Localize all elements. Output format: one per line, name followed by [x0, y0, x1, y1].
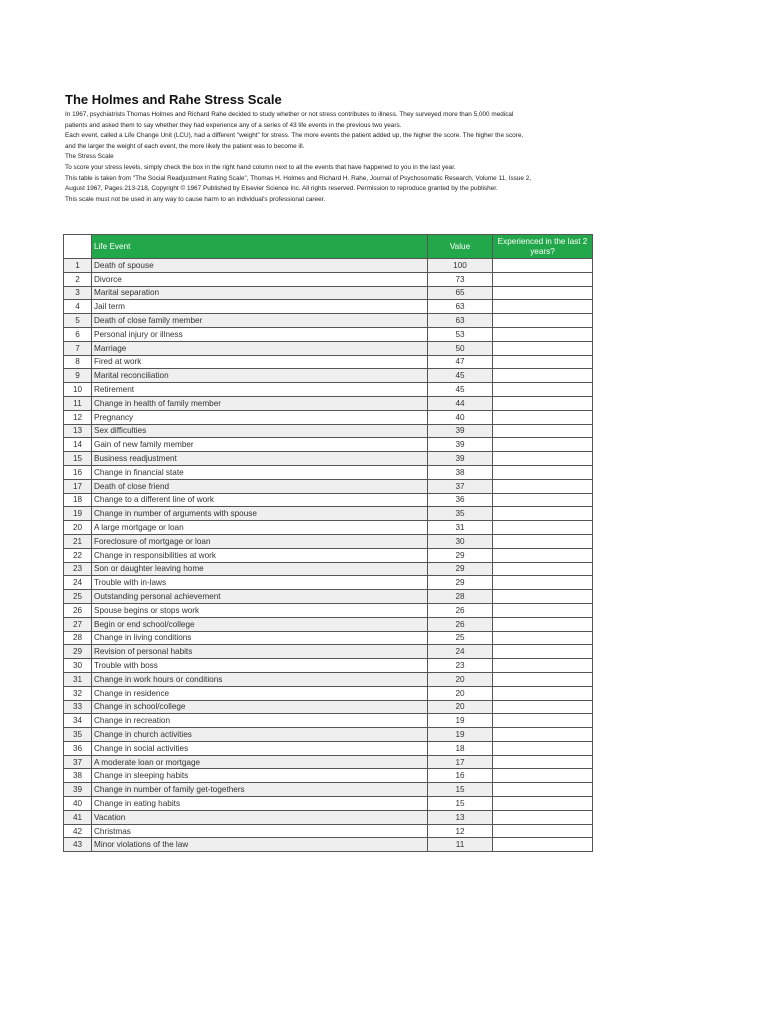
intro-line: This scale must not be used in any way to cause harm to an individual's professional career.	[65, 195, 326, 203]
life-event-cell: Personal injury or illness	[92, 327, 428, 341]
row-number: 29	[64, 645, 92, 659]
table-row	[64, 452, 593, 466]
table-row	[64, 659, 593, 673]
experienced-checkbox-cell[interactable]	[493, 410, 593, 424]
table-header-row	[64, 235, 593, 259]
intro-line: August 1967, Pages 213-218, Copyright © 1967 Published by Elsevier Science Inc. All rights reserved. Permission to reproduce granted by the publisher.	[65, 185, 498, 193]
header-value: Value	[428, 235, 493, 259]
experienced-checkbox-cell[interactable]	[493, 755, 593, 769]
experienced-checkbox-cell[interactable]	[493, 300, 593, 314]
value-cell: 18	[428, 741, 493, 755]
row-number: 27	[64, 617, 92, 631]
experienced-checkbox-cell[interactable]	[493, 272, 593, 286]
row-number: 31	[64, 672, 92, 686]
value-cell: 37	[428, 479, 493, 493]
experienced-checkbox-cell[interactable]	[493, 355, 593, 369]
experienced-checkbox-cell[interactable]	[493, 383, 593, 397]
value-cell: 39	[428, 452, 493, 466]
row-number: 13	[64, 424, 92, 438]
row-number: 11	[64, 396, 92, 410]
experienced-checkbox-cell[interactable]	[493, 603, 593, 617]
table-row	[64, 259, 593, 273]
experienced-checkbox-cell[interactable]	[493, 327, 593, 341]
value-cell: 29	[428, 562, 493, 576]
experienced-checkbox-cell[interactable]	[493, 341, 593, 355]
value-cell: 15	[428, 783, 493, 797]
value-cell: 35	[428, 507, 493, 521]
table-row	[64, 590, 593, 604]
table-row	[64, 286, 593, 300]
life-event-cell: Christmas	[92, 824, 428, 838]
row-number: 1	[64, 259, 92, 273]
value-cell: 19	[428, 714, 493, 728]
row-number: 20	[64, 521, 92, 535]
life-event-cell: Fired at work	[92, 355, 428, 369]
table-row	[64, 383, 593, 397]
row-number: 24	[64, 576, 92, 590]
row-number: 23	[64, 562, 92, 576]
experienced-checkbox-cell[interactable]	[493, 741, 593, 755]
life-event-cell: Marriage	[92, 341, 428, 355]
experienced-checkbox-cell[interactable]	[493, 438, 593, 452]
value-cell: 23	[428, 659, 493, 673]
experienced-checkbox-cell[interactable]	[493, 452, 593, 466]
row-number: 38	[64, 769, 92, 783]
row-number: 42	[64, 824, 92, 838]
life-event-cell: Jail term	[92, 300, 428, 314]
table-row	[64, 769, 593, 783]
table-row	[64, 783, 593, 797]
experienced-checkbox-cell[interactable]	[493, 769, 593, 783]
table-row	[64, 797, 593, 811]
experienced-checkbox-cell[interactable]	[493, 645, 593, 659]
table-row	[64, 617, 593, 631]
intro-text	[65, 110, 625, 205]
experienced-checkbox-cell[interactable]	[493, 700, 593, 714]
table-row	[64, 410, 593, 424]
table-row	[64, 327, 593, 341]
experienced-checkbox-cell[interactable]	[493, 259, 593, 273]
life-event-cell: Death of close friend	[92, 479, 428, 493]
value-cell: 29	[428, 548, 493, 562]
life-event-cell: Son or daughter leaving home	[92, 562, 428, 576]
value-cell: 65	[428, 286, 493, 300]
experienced-checkbox-cell[interactable]	[493, 286, 593, 300]
row-number: 18	[64, 493, 92, 507]
table-row	[64, 838, 593, 852]
row-number: 8	[64, 355, 92, 369]
value-cell: 11	[428, 838, 493, 852]
experienced-checkbox-cell[interactable]	[493, 797, 593, 811]
table-row	[64, 548, 593, 562]
life-event-cell: Change in church activities	[92, 728, 428, 742]
life-event-cell: Outstanding personal achievement	[92, 590, 428, 604]
table-row	[64, 396, 593, 410]
experienced-checkbox-cell[interactable]	[493, 576, 593, 590]
experienced-checkbox-cell[interactable]	[493, 686, 593, 700]
value-cell: 44	[428, 396, 493, 410]
row-number: 12	[64, 410, 92, 424]
experienced-checkbox-cell[interactable]	[493, 521, 593, 535]
row-number: 19	[64, 507, 92, 521]
life-event-cell: Trouble with boss	[92, 659, 428, 673]
value-cell: 16	[428, 769, 493, 783]
value-cell: 25	[428, 631, 493, 645]
table-row	[64, 369, 593, 383]
value-cell: 20	[428, 686, 493, 700]
life-event-cell: A moderate loan or mortgage	[92, 755, 428, 769]
header-number	[64, 235, 92, 259]
table-row	[64, 824, 593, 838]
life-event-cell: Begin or end school/college	[92, 617, 428, 631]
intro-line: This table is taken from "The Social Readjustment Rating Scale", Thomas H. Holmes and Richard H. Rahe, Journal of Psychosomatic Research, Volume 11, Issue 2,	[65, 174, 532, 182]
value-cell: 38	[428, 465, 493, 479]
life-event-cell: Vacation	[92, 810, 428, 824]
table-row	[64, 314, 593, 328]
value-cell: 63	[428, 300, 493, 314]
row-number: 40	[64, 797, 92, 811]
row-number: 7	[64, 341, 92, 355]
experienced-checkbox-cell[interactable]	[493, 493, 593, 507]
table-row	[64, 341, 593, 355]
table-row	[64, 714, 593, 728]
life-event-cell: Change in social activities	[92, 741, 428, 755]
experienced-checkbox-cell[interactable]	[493, 824, 593, 838]
value-cell: 13	[428, 810, 493, 824]
table-row	[64, 534, 593, 548]
value-cell: 20	[428, 672, 493, 686]
life-event-cell: Change in health of family member	[92, 396, 428, 410]
table-row	[64, 424, 593, 438]
row-number: 9	[64, 369, 92, 383]
life-event-cell: Change in sleeping habits	[92, 769, 428, 783]
page-title: The Holmes and Rahe Stress Scale	[65, 92, 282, 107]
life-event-cell: Minor violations of the law	[92, 838, 428, 852]
row-number: 41	[64, 810, 92, 824]
table-row	[64, 465, 593, 479]
value-cell: 29	[428, 576, 493, 590]
experienced-checkbox-cell[interactable]	[493, 728, 593, 742]
header-experienced: Experienced in the last 2 years?	[493, 235, 593, 259]
intro-line: The Stress Scale	[65, 153, 114, 161]
table-row	[64, 355, 593, 369]
experienced-checkbox-cell[interactable]	[493, 548, 593, 562]
row-number: 43	[64, 838, 92, 852]
life-event-cell: Spouse begins or stops work	[92, 603, 428, 617]
table-row	[64, 272, 593, 286]
row-number: 4	[64, 300, 92, 314]
value-cell: 19	[428, 728, 493, 742]
row-number: 21	[64, 534, 92, 548]
life-event-cell: Sex difficulties	[92, 424, 428, 438]
value-cell: 26	[428, 617, 493, 631]
table-row	[64, 631, 593, 645]
table-row	[64, 686, 593, 700]
life-event-cell: Divorce	[92, 272, 428, 286]
value-cell: 45	[428, 383, 493, 397]
table-row	[64, 479, 593, 493]
experienced-checkbox-cell[interactable]	[493, 369, 593, 383]
life-event-cell: A large mortgage or loan	[92, 521, 428, 535]
table-row	[64, 645, 593, 659]
table-row	[64, 810, 593, 824]
row-number: 6	[64, 327, 92, 341]
row-number: 30	[64, 659, 92, 673]
experienced-checkbox-cell[interactable]	[493, 562, 593, 576]
experienced-checkbox-cell[interactable]	[493, 783, 593, 797]
experienced-checkbox-cell[interactable]	[493, 672, 593, 686]
row-number: 25	[64, 590, 92, 604]
experienced-checkbox-cell[interactable]	[493, 714, 593, 728]
row-number: 36	[64, 741, 92, 755]
experienced-checkbox-cell[interactable]	[493, 617, 593, 631]
table-row	[64, 562, 593, 576]
value-cell: 20	[428, 700, 493, 714]
experienced-checkbox-cell[interactable]	[493, 507, 593, 521]
table-row	[64, 755, 593, 769]
life-event-cell: Death of spouse	[92, 259, 428, 273]
table-row	[64, 741, 593, 755]
life-event-cell: Change in responsibilities at work	[92, 548, 428, 562]
value-cell: 30	[428, 534, 493, 548]
value-cell: 45	[428, 369, 493, 383]
table-row	[64, 728, 593, 742]
experienced-checkbox-cell[interactable]	[493, 424, 593, 438]
value-cell: 26	[428, 603, 493, 617]
life-event-cell: Change in eating habits	[92, 797, 428, 811]
table-row	[64, 493, 593, 507]
table-row	[64, 576, 593, 590]
row-number: 26	[64, 603, 92, 617]
value-cell: 17	[428, 755, 493, 769]
row-number: 37	[64, 755, 92, 769]
life-event-cell: Change in number of family get-togethers	[92, 783, 428, 797]
row-number: 34	[64, 714, 92, 728]
value-cell: 36	[428, 493, 493, 507]
value-cell: 12	[428, 824, 493, 838]
value-cell: 28	[428, 590, 493, 604]
intro-line: Each event, called a Life Change Unit (LCU), had a different "weight" for stress. The more events the patient added up, the higher the score. The higher the score,	[65, 132, 524, 140]
life-event-cell: Foreclosure of mortgage or loan	[92, 534, 428, 548]
table-row	[64, 507, 593, 521]
experienced-checkbox-cell[interactable]	[493, 590, 593, 604]
life-event-cell: Change in recreation	[92, 714, 428, 728]
intro-line: patients and asked them to say whether they had experience any of a series of 43 life events in the previous two years.	[65, 121, 402, 129]
value-cell: 100	[428, 259, 493, 273]
life-event-cell: Revision of personal habits	[92, 645, 428, 659]
experienced-checkbox-cell[interactable]	[493, 479, 593, 493]
life-event-cell: Business readjustment	[92, 452, 428, 466]
row-number: 33	[64, 700, 92, 714]
table-row	[64, 438, 593, 452]
life-event-cell: Change to a different line of work	[92, 493, 428, 507]
experienced-checkbox-cell[interactable]	[493, 838, 593, 852]
table-row	[64, 300, 593, 314]
value-cell: 15	[428, 797, 493, 811]
row-number: 17	[64, 479, 92, 493]
row-number: 32	[64, 686, 92, 700]
experienced-checkbox-cell[interactable]	[493, 465, 593, 479]
row-number: 22	[64, 548, 92, 562]
life-event-cell: Marital reconciliation	[92, 369, 428, 383]
row-number: 28	[64, 631, 92, 645]
row-number: 14	[64, 438, 92, 452]
value-cell: 31	[428, 521, 493, 535]
row-number: 2	[64, 272, 92, 286]
value-cell: 50	[428, 341, 493, 355]
experienced-checkbox-cell[interactable]	[493, 534, 593, 548]
life-event-cell: Change in living conditions	[92, 631, 428, 645]
life-event-cell: Marital separation	[92, 286, 428, 300]
life-event-cell: Change in financial state	[92, 465, 428, 479]
experienced-checkbox-cell[interactable]	[493, 314, 593, 328]
value-cell: 73	[428, 272, 493, 286]
table-row	[64, 700, 593, 714]
row-number: 16	[64, 465, 92, 479]
life-event-cell: Change in number of arguments with spouse	[92, 507, 428, 521]
life-event-cell: Gain of new family member	[92, 438, 428, 452]
value-cell: 47	[428, 355, 493, 369]
value-cell: 53	[428, 327, 493, 341]
table-row	[64, 521, 593, 535]
value-cell: 40	[428, 410, 493, 424]
value-cell: 39	[428, 438, 493, 452]
header-life-event: Life Event	[92, 235, 428, 259]
intro-line: To score your stress levels, simply check the box in the right hand column next to all the events that have happened to you in the last year.	[65, 163, 456, 171]
row-number: 5	[64, 314, 92, 328]
value-cell: 24	[428, 645, 493, 659]
experienced-checkbox-cell[interactable]	[493, 631, 593, 645]
life-event-cell: Change in work hours or conditions	[92, 672, 428, 686]
life-event-cell: Death of close family member	[92, 314, 428, 328]
row-number: 15	[64, 452, 92, 466]
experienced-checkbox-cell[interactable]	[493, 396, 593, 410]
table-row	[64, 603, 593, 617]
life-event-cell: Change in residence	[92, 686, 428, 700]
intro-line: and the larger the weight of each event, the more likely the patient was to become ill.	[65, 142, 305, 150]
row-number: 39	[64, 783, 92, 797]
life-event-cell: Retirement	[92, 383, 428, 397]
value-cell: 63	[428, 314, 493, 328]
row-number: 3	[64, 286, 92, 300]
row-number: 35	[64, 728, 92, 742]
table-row	[64, 672, 593, 686]
stress-scale-table	[63, 234, 593, 852]
life-event-cell: Pregnancy	[92, 410, 428, 424]
table-body	[64, 259, 593, 852]
life-event-cell: Trouble with in-laws	[92, 576, 428, 590]
intro-line: In 1967, psychiatrists Thomas Holmes and Richard Rahe decided to study whether or not stress contributes to illness. They surveyed more than 5,000 medical	[65, 111, 514, 118]
experienced-checkbox-cell[interactable]	[493, 659, 593, 673]
experienced-checkbox-cell[interactable]	[493, 810, 593, 824]
row-number: 10	[64, 383, 92, 397]
life-event-cell: Change in school/college	[92, 700, 428, 714]
value-cell: 39	[428, 424, 493, 438]
